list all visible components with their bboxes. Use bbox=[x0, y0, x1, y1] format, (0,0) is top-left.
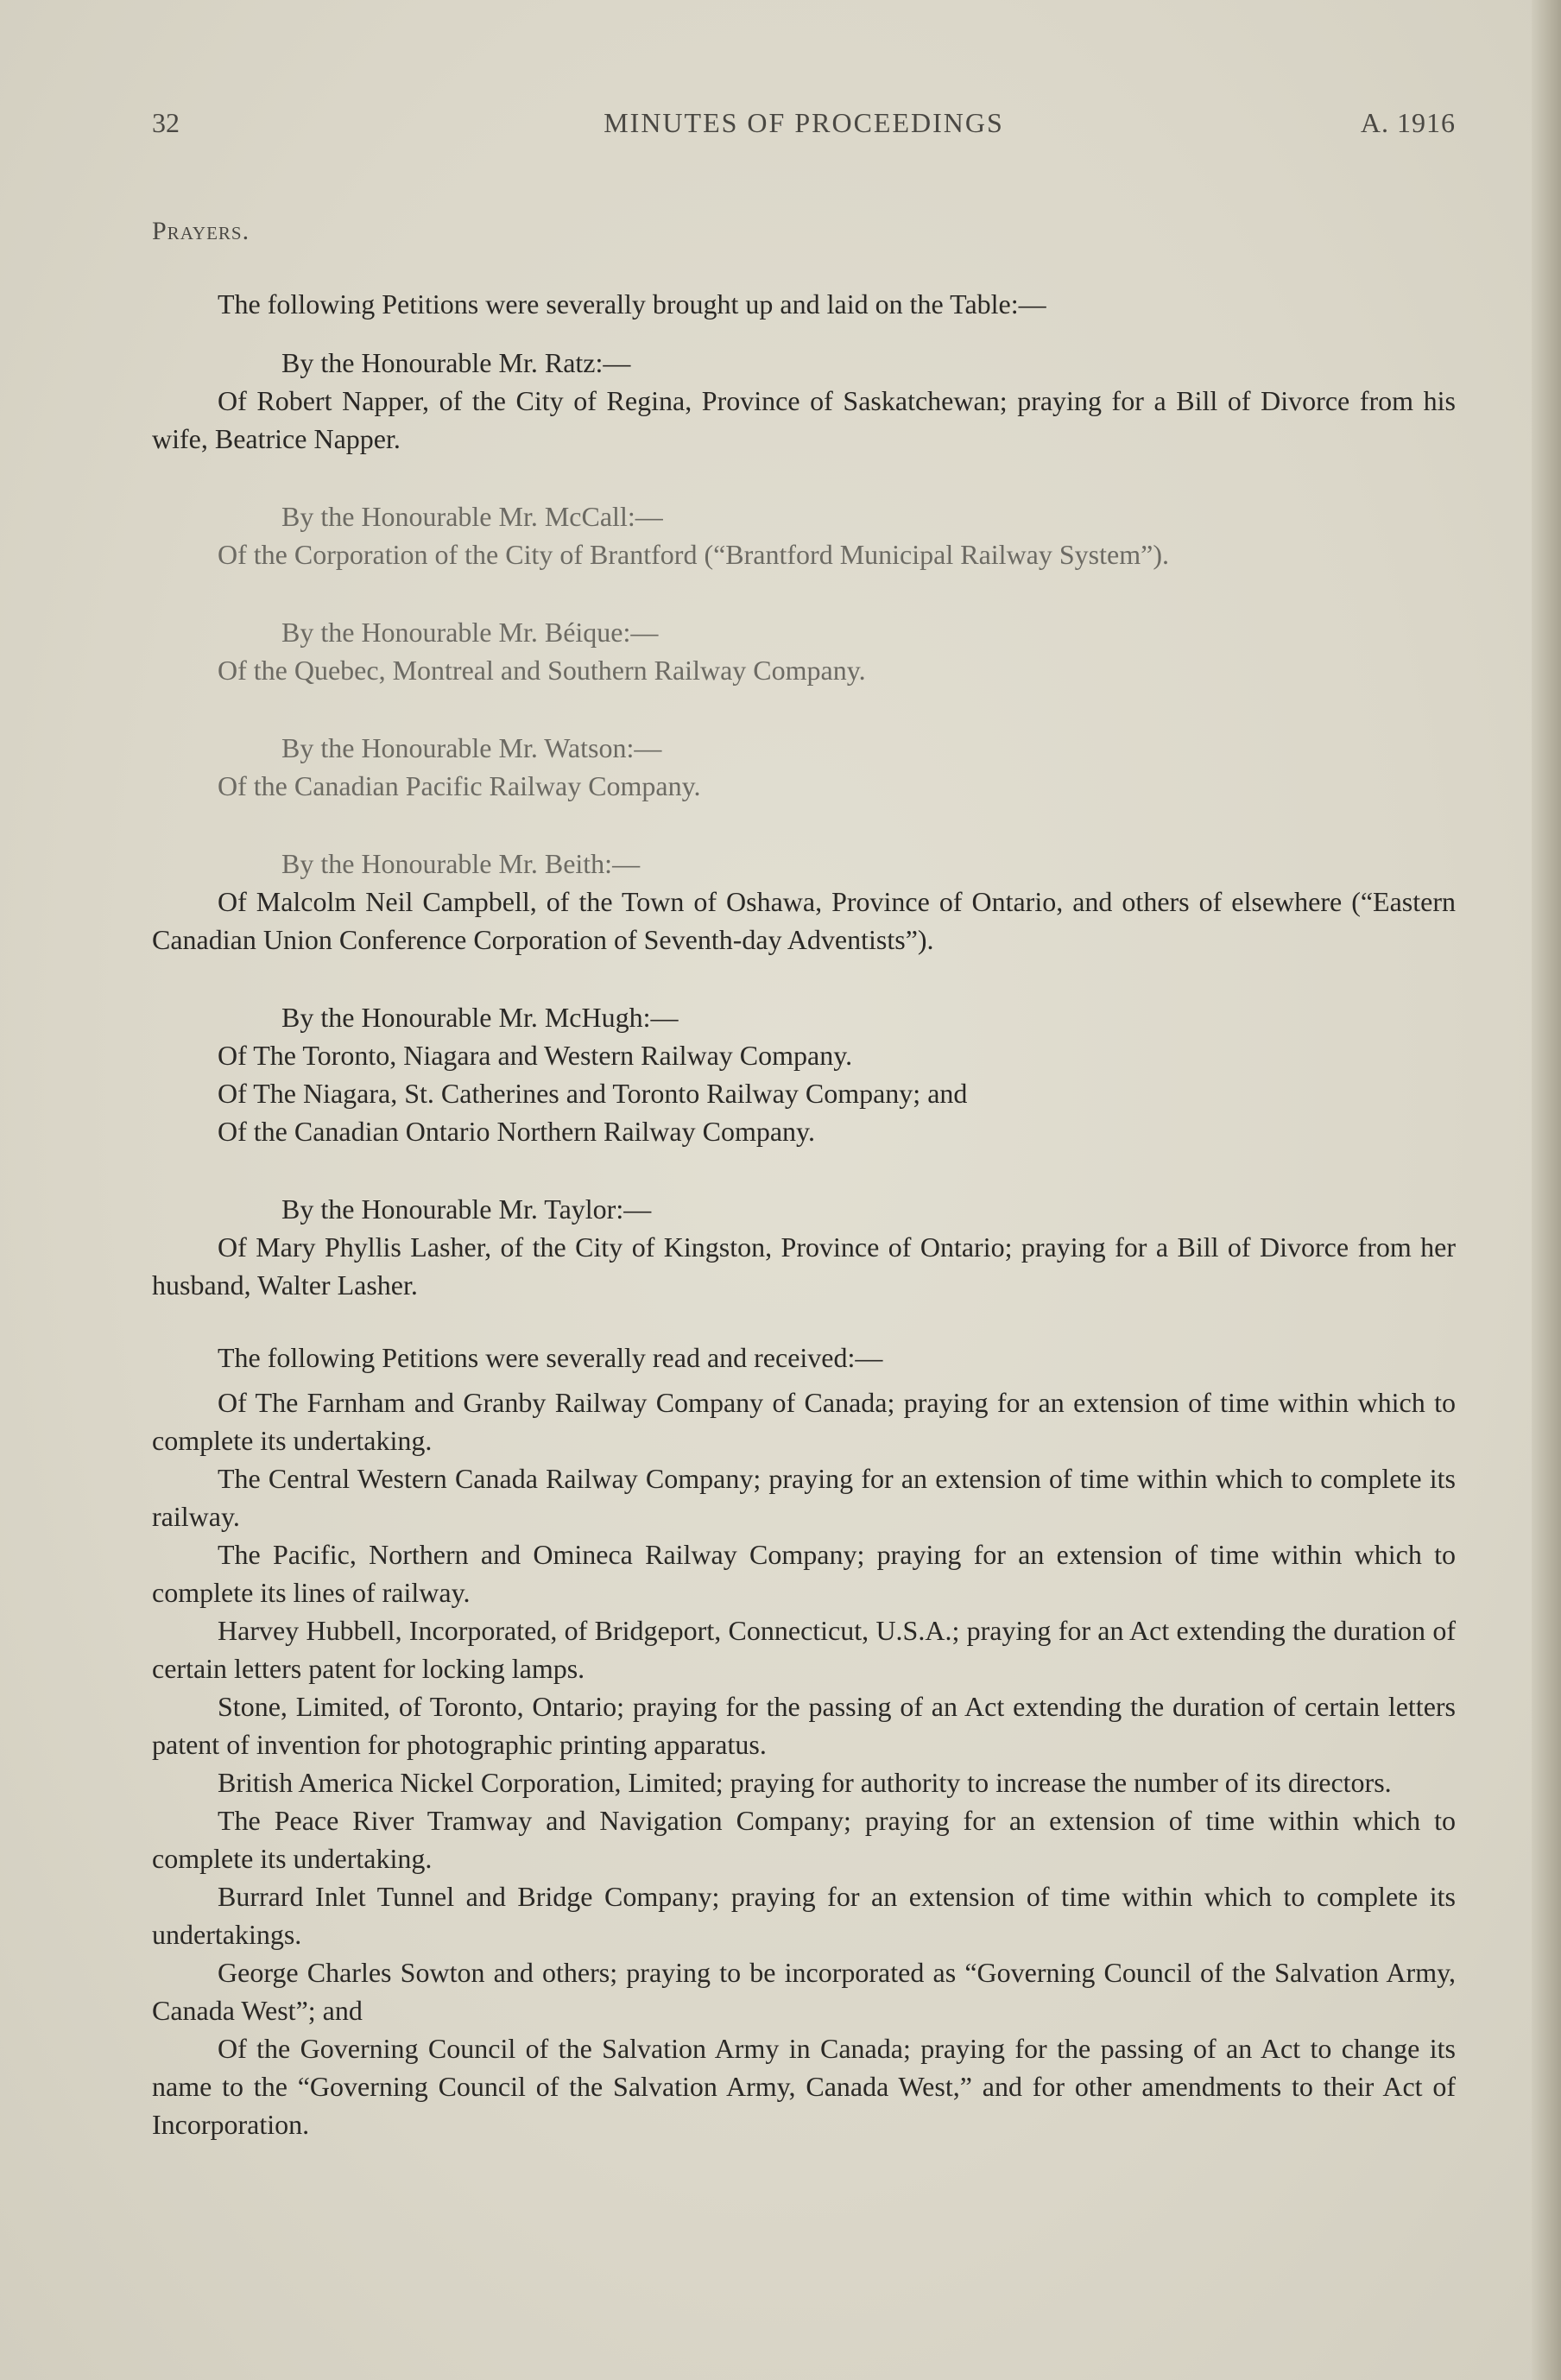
received-petition-sowton: George Charles Sowton and others; praying to be incorporated as “Governing Council of the Salvation Army, Canada West”; and bbox=[152, 1957, 1456, 2026]
petition-by-taylor: By the Honourable Mr. Taylor:— bbox=[281, 1193, 652, 1225]
received-petition-hubbell: Harvey Hubbell, Incorporated, of Bridgeport, Connecticut, U.S.A.; praying for an Act extending the duration of certain letters patent for locking lamps. bbox=[152, 1615, 1456, 1684]
page-edge-shadow bbox=[1532, 0, 1561, 2380]
petition-text-mccall: Of the Corporation of the City of Brantford (“Brantford Municipal Railway System”). bbox=[218, 539, 1169, 570]
petition-by-ratz: By the Honourable Mr. Ratz:— bbox=[281, 347, 631, 378]
session-year: A. 1916 bbox=[1360, 107, 1456, 138]
received-petition-stone: Stone, Limited, of Toronto, Ontario; praying for the passing of an Act extending the duration of certain letters patent of invention for photographic printing apparatus. bbox=[152, 1691, 1456, 1760]
petition-line-mchugh-2: Of The Niagara, St. Catherines and Toronto Railway Company; and bbox=[218, 1078, 968, 1109]
petition-line-mchugh-1: Of The Toronto, Niagara and Western Railway Company. bbox=[218, 1040, 853, 1071]
petition-line-mchugh-3: Of the Canadian Ontario Northern Railway Company. bbox=[218, 1116, 815, 1147]
received-petition-burrard-inlet: Burrard Inlet Tunnel and Bridge Company; praying for an extension of time within which to complete its undertakings. bbox=[152, 1881, 1456, 1950]
page-number: 32 bbox=[152, 107, 180, 138]
petition-by-beith: By the Honourable Mr. Beith:— bbox=[281, 848, 641, 879]
petition-by-mccall: By the Honourable Mr. McCall:— bbox=[281, 501, 663, 532]
petition-by-watson: By the Honourable Mr. Watson:— bbox=[281, 732, 662, 763]
petition-text-beith: Of Malcolm Neil Campbell, of the Town of Oshawa, Province of Ontario, and others of elsewhere (“Eastern Canadian Union Conference Corporation of Seventh-day Adventists”). bbox=[152, 886, 1456, 955]
intro-petitions-laid: The following Petitions were severally brought up and laid on the Table:— bbox=[218, 288, 1046, 320]
received-petition-salvation-army: Of the Governing Council of the Salvation Army in Canada; praying for the passing of an Act to change its name to the “Governing Council of the Salvation Army, Canada West,” and for other amendments to their Act of Incorporation. bbox=[152, 2033, 1456, 2140]
petition-text-watson: Of the Canadian Pacific Railway Company. bbox=[218, 770, 701, 801]
petition-text-taylor: Of Mary Phyllis Lasher, of the City of Kingston, Province of Ontario; praying for a Bill of Divorce from her husband, Walter Lasher. bbox=[152, 1231, 1456, 1301]
received-petition-central-western: The Central Western Canada Railway Company; praying for an extension of time within which to complete its railway. bbox=[152, 1463, 1456, 1532]
received-petition-peace-river: The Peace River Tramway and Navigation Company; praying for an extension of time within which to complete its undertaking. bbox=[152, 1805, 1456, 1874]
page-title: MINUTES OF PROCEEDINGS bbox=[604, 107, 1004, 138]
petition-by-mchugh: By the Honourable Mr. McHugh:— bbox=[281, 1002, 679, 1033]
document-body bbox=[152, 212, 1456, 2143]
received-petition-pacific-northern: The Pacific, Northern and Omineca Railway Company; praying for an extension of time within which to complete its lines of railway. bbox=[152, 1539, 1456, 1608]
section-heading-prayers: Prayers. bbox=[152, 217, 250, 245]
running-header bbox=[152, 107, 1456, 150]
petition-by-beique: By the Honourable Mr. Béique:— bbox=[281, 617, 659, 648]
petition-text-beique: Of the Quebec, Montreal and Southern Railway Company. bbox=[218, 655, 866, 686]
petition-text-ratz: Of Robert Napper, of the City of Regina, Province of Saskatchewan; praying for a Bill of Divorce from his wife, Beatrice Napper. bbox=[152, 385, 1456, 454]
received-petition-farnham: Of The Farnham and Granby Railway Company of Canada; praying for an extension of time within which to complete its undertaking. bbox=[152, 1387, 1456, 1456]
intro-petitions-received: The following Petitions were severally read and received:— bbox=[218, 1342, 883, 1373]
received-petition-british-america-nickel: British America Nickel Corporation, Limited; praying for authority to increase the number of its directors. bbox=[218, 1767, 1392, 1798]
